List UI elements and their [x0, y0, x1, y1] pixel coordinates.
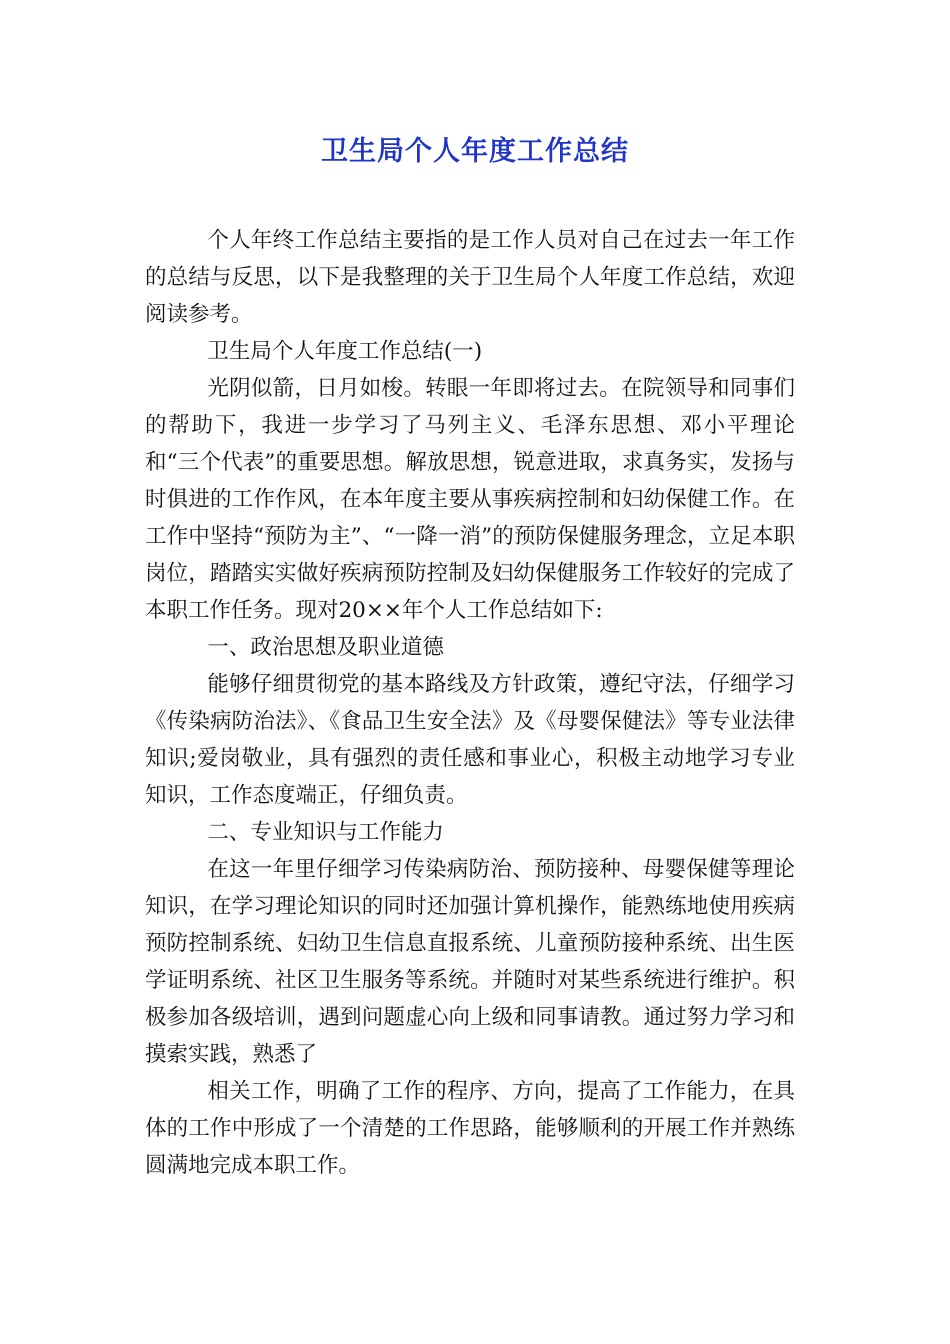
- document-title: 卫生局个人年度工作总结: [321, 136, 629, 167]
- body-paragraph: 光阴似箭，日月如梭。转眼一年即将过去。在院领导和同事们的帮助下，我进一步学习了马列主义、毛泽东思想、邓小平理论和“三个代表”的重要思想。解放思想，锐意进取，求真务实，发扬与时俱进的工作作风，在本年度主要从事疾病控制和妇幼保健工作。在工作中坚持“预防为主”、“一降一消”的预防保健服务理念，立足本职岗位，踏踏实实做好疾病预防控制及妇幼保健服务工作较好的完成了本职工作任务。现对20××年个人工作总结如下:: [145, 376, 795, 623]
- body-paragraph: 相关工作，明确了工作的程序、方向，提高了工作能力，在具体的工作中形成了一个清楚的工作思路，能够顺利的开展工作并熟练圆满地完成本职工作。: [145, 1079, 795, 1178]
- document-body: [145, 222, 795, 1184]
- section-heading-politics-ethics: 一、政治思想及职业道德: [207, 635, 444, 660]
- body-paragraph: 能够仔细贯彻党的基本路线及方针政策，遵纪守法，仔细学习《传染病防治法》、《食品卫生安全法》及《母婴保健法》等专业法律知识;爱岗敬业，具有强烈的责任感和事业心，积极主动地学习专业知识，工作态度端正，仔细负责。: [145, 672, 795, 808]
- section-heading-knowledge-ability: 二、专业知识与工作能力: [207, 820, 444, 845]
- intro-paragraph: 个人年终工作总结主要指的是工作人员对自己在过去一年工作的总结与反思，以下是我整理的关于卫生局个人年度工作总结，欢迎阅读参考。: [145, 228, 795, 327]
- body-paragraph: 在这一年里仔细学习传染病防治、预防接种、母婴保健等理论知识，在学习理论知识的同时还加强计算机操作，能熟练地使用疾病预防控制系统、妇幼卫生信息直报系统、儿童预防接种系统、出生医学证明系统、社区卫生服务等系统。并随时对某些系统进行维护。积极参加各级培训，遇到问题虚心向上级和同事请教。通过努力学习和摸索实践，熟悉了: [145, 857, 795, 1067]
- section-heading-summary-one: 卫生局个人年度工作总结(一): [207, 339, 483, 364]
